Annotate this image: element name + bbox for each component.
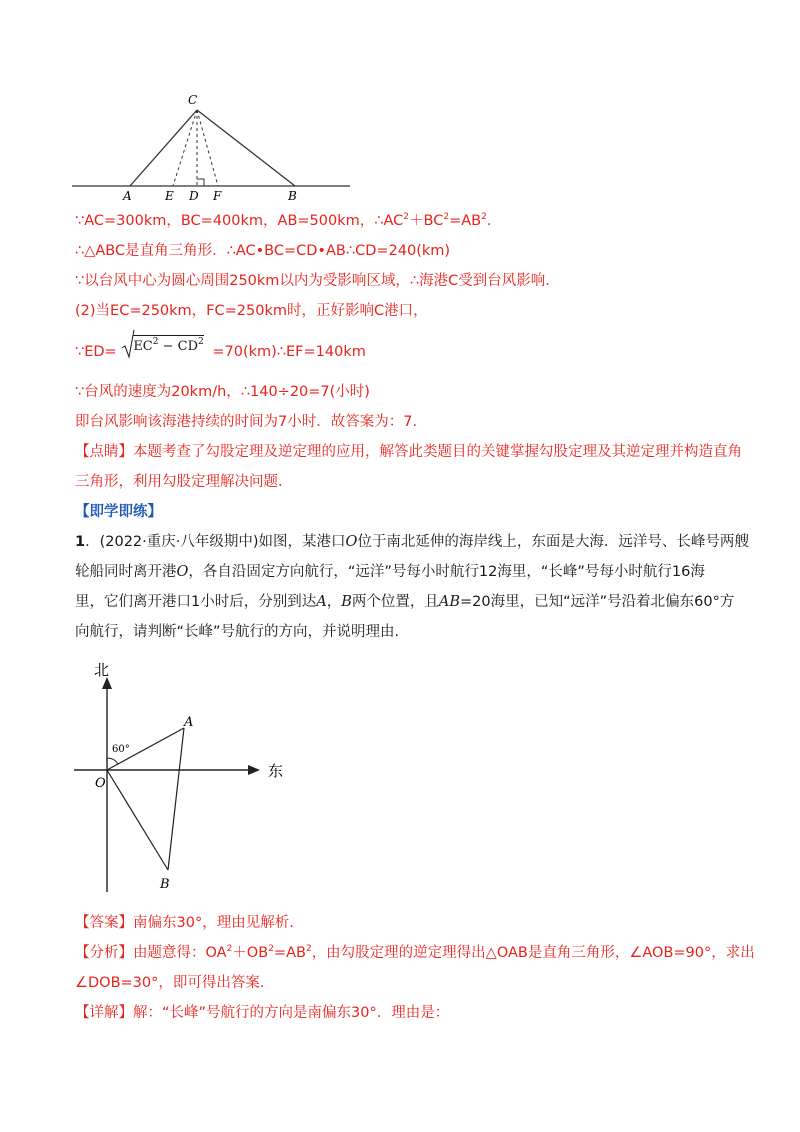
answer-line: 【答案】南偏东30°，理由见解析. [75, 915, 294, 931]
label-b: B [160, 877, 170, 892]
solution-line-3: ∵以台风中心为圆心周围250km以内为受影响区域，∴海港C受到台风影响. [75, 273, 550, 289]
solution-line-5: ∵ED= $EC^2 - CD^2$ =70(km)∴EF=140km [75, 341, 366, 367]
label-a: A [123, 189, 132, 203]
segment-ob [107, 770, 168, 870]
analysis-line-2: ∠DOB=30°，即可得出答案. [75, 975, 265, 991]
comment-line-1: 【点睛】本题考查了勾股定理及逆定理的应用，解答此类题目的关键掌握勾股定理及其逆定理并构造直角 [75, 444, 742, 460]
solution-line-1: ∵AC=300km，BC=400km，AB=500km，$\therefore AC^2+BC^2=AB^2$. [75, 212, 492, 229]
compass-diagram [60, 655, 300, 900]
analysis-line-1: 【分析】由题意得：$OA^2+OB^2=AB^2$，由勾股定理的逆定理得出△OAB是直角三角形，∠AOB=90°，求出 [75, 944, 755, 961]
label-d: D [189, 189, 199, 203]
label-e: E [165, 189, 174, 203]
right-angle-mark [197, 179, 204, 186]
north-label: 北 [94, 661, 110, 679]
label-b: B [288, 189, 297, 203]
dash-ce [173, 110, 197, 186]
solution-line-7: 即台风影响该海港持续的时间为7小时．故答案为：7. [75, 414, 418, 430]
angle-label: 60° [112, 744, 130, 755]
detail-line-1: 【详解】解：“长峰”号航行的方向是南偏东30°．理由是： [75, 1005, 450, 1021]
practice-heading: 【即学即练】 [75, 504, 162, 520]
solution-line-4: (2)当EC=250km，FC=250km时，正好影响C港口， [75, 303, 428, 319]
label-o: O [95, 776, 106, 791]
solution-line-6: ∵台风的速度为20km/h，∴140÷20=7(小时) [75, 384, 370, 400]
problem-line-3: 里，它们离开港口1小时后，分别到达A，B两个位置，且AB=20海里，已知“远洋”号沿着北偏东60°方 [75, 594, 735, 610]
east-label: 东 [268, 762, 284, 780]
comment-line-2: 三角形，利用勾股定理解决问题. [75, 474, 283, 490]
triangle-diagram [60, 90, 360, 205]
problem-line-2: 轮船同时离开港O，各自沿固定方向航行，“远洋”号每小时航行12海里，“长峰”号每小时航行16海 [75, 564, 705, 580]
label-a: A [184, 715, 194, 730]
solution-line-2: ∴△ABC是直角三角形．∴AC•BC=CD•AB∴CD=240(km) [75, 243, 451, 259]
segment-ab [168, 728, 184, 870]
dash-cf [197, 110, 218, 186]
label-f: F [213, 189, 222, 203]
label-c: C [188, 93, 198, 107]
problem-line-1: 1．(2022·重庆·八年级期中)如图，某港口O位于南北延伸的海岸线上，东面是大海．远洋号、长峰号两艘 [75, 534, 749, 550]
side-bc [197, 110, 295, 186]
east-arrow-icon [248, 765, 260, 775]
sqrt-expression: $EC^2 - CD^2$ [121, 341, 203, 363]
angle-arc [107, 758, 118, 764]
side-ac [130, 110, 197, 186]
problem-line-4: 向航行，请判断“长峰”号航行的方向，并说明理由. [75, 624, 400, 640]
